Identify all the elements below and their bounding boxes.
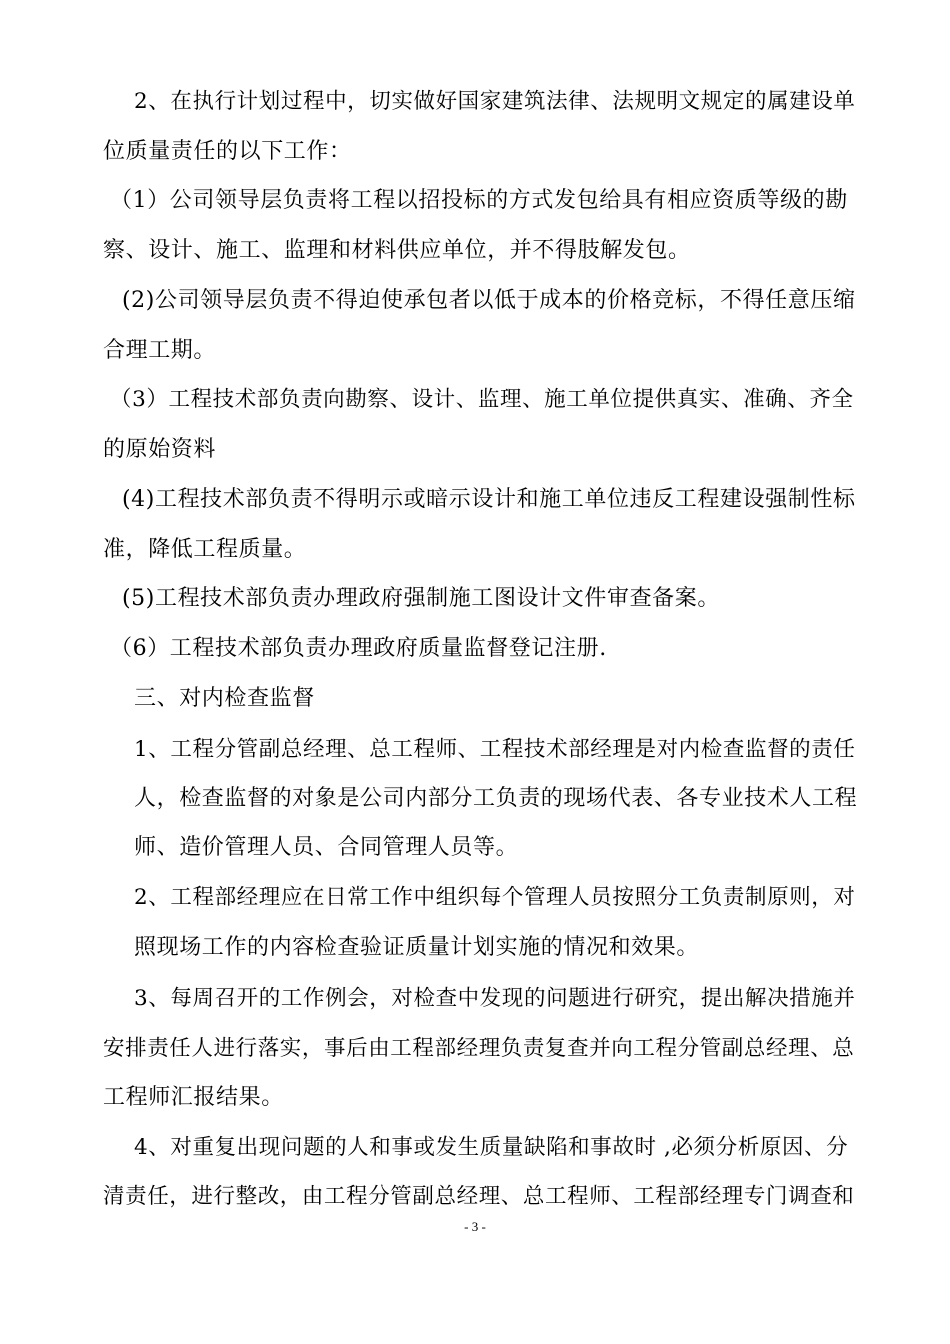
- text-line: 1、工程分管副总经理、总工程师、工程技术部经理是对内检查监督的责任: [134, 737, 856, 762]
- text-line: 4、对重复出现问题的人和事或发生质量缺陷和事故时 ,必须分析原因、分: [134, 1135, 849, 1160]
- text-line: 位质量责任的以下工作：: [103, 139, 352, 164]
- text-line: 准，降低工程质量。: [103, 537, 307, 562]
- text-line: 的原始资料: [103, 437, 217, 462]
- text-line: 察、设计、施工、监理和材料供应单位，并不得肢解发包。: [103, 238, 691, 263]
- text-line: (5)工程技术部负责办理政府强制施工图设计文件审查备案。: [122, 586, 720, 611]
- text-line: 合理工期。: [103, 338, 217, 363]
- text-line: 安排责任人进行落实，事后由工程部经理负责复查并向工程分管副总经理、总: [103, 1036, 855, 1061]
- text-line: 2、在执行计划过程中，切实做好国家建筑法律、法规明文规定的属建设单: [134, 89, 856, 114]
- text-line: (2)公司领导层负责不得迫使承包者以低于成本的价格竞标，不得任意压缩: [122, 288, 856, 313]
- text-line: 2、工程部经理应在日常工作中组织每个管理人员按照分工负责制原则，对: [134, 885, 856, 910]
- text-line: 3、每周召开的工作例会，对检查中发现的问题进行研究，提出解决措施并: [134, 986, 856, 1011]
- text-line: (4)工程技术部负责不得明示或暗示设计和施工单位违反工程建设强制性标: [122, 487, 856, 512]
- text-line: 师、造价管理人员、合同管理人员等。: [134, 835, 519, 860]
- section-heading: 三、对内检查监督: [134, 686, 315, 711]
- text-line: 人，检查监督的对象是公司内部分工负责的现场代表、各专业技术人工程: [134, 786, 858, 811]
- text-line: （3）工程技术部负责向勘察、设计、监理、施工单位提供真实、准确、齐全: [110, 387, 854, 412]
- text-line: （6）工程技术部负责办理政府质量监督登记注册.: [110, 636, 607, 661]
- text-line: （1）公司领导层负责将工程以招投标的方式发包给具有相应资质等级的勘: [110, 188, 848, 213]
- text-line: 照现场工作的内容检查验证质量计划实施的情况和效果。: [134, 935, 700, 960]
- page-number: - 3 -: [464, 1219, 486, 1234]
- text-line: 清责任，进行整改，由工程分管副总经理、总工程师、工程部经理专门调查和: [103, 1184, 855, 1209]
- text-line: 工程师汇报结果。: [103, 1085, 284, 1110]
